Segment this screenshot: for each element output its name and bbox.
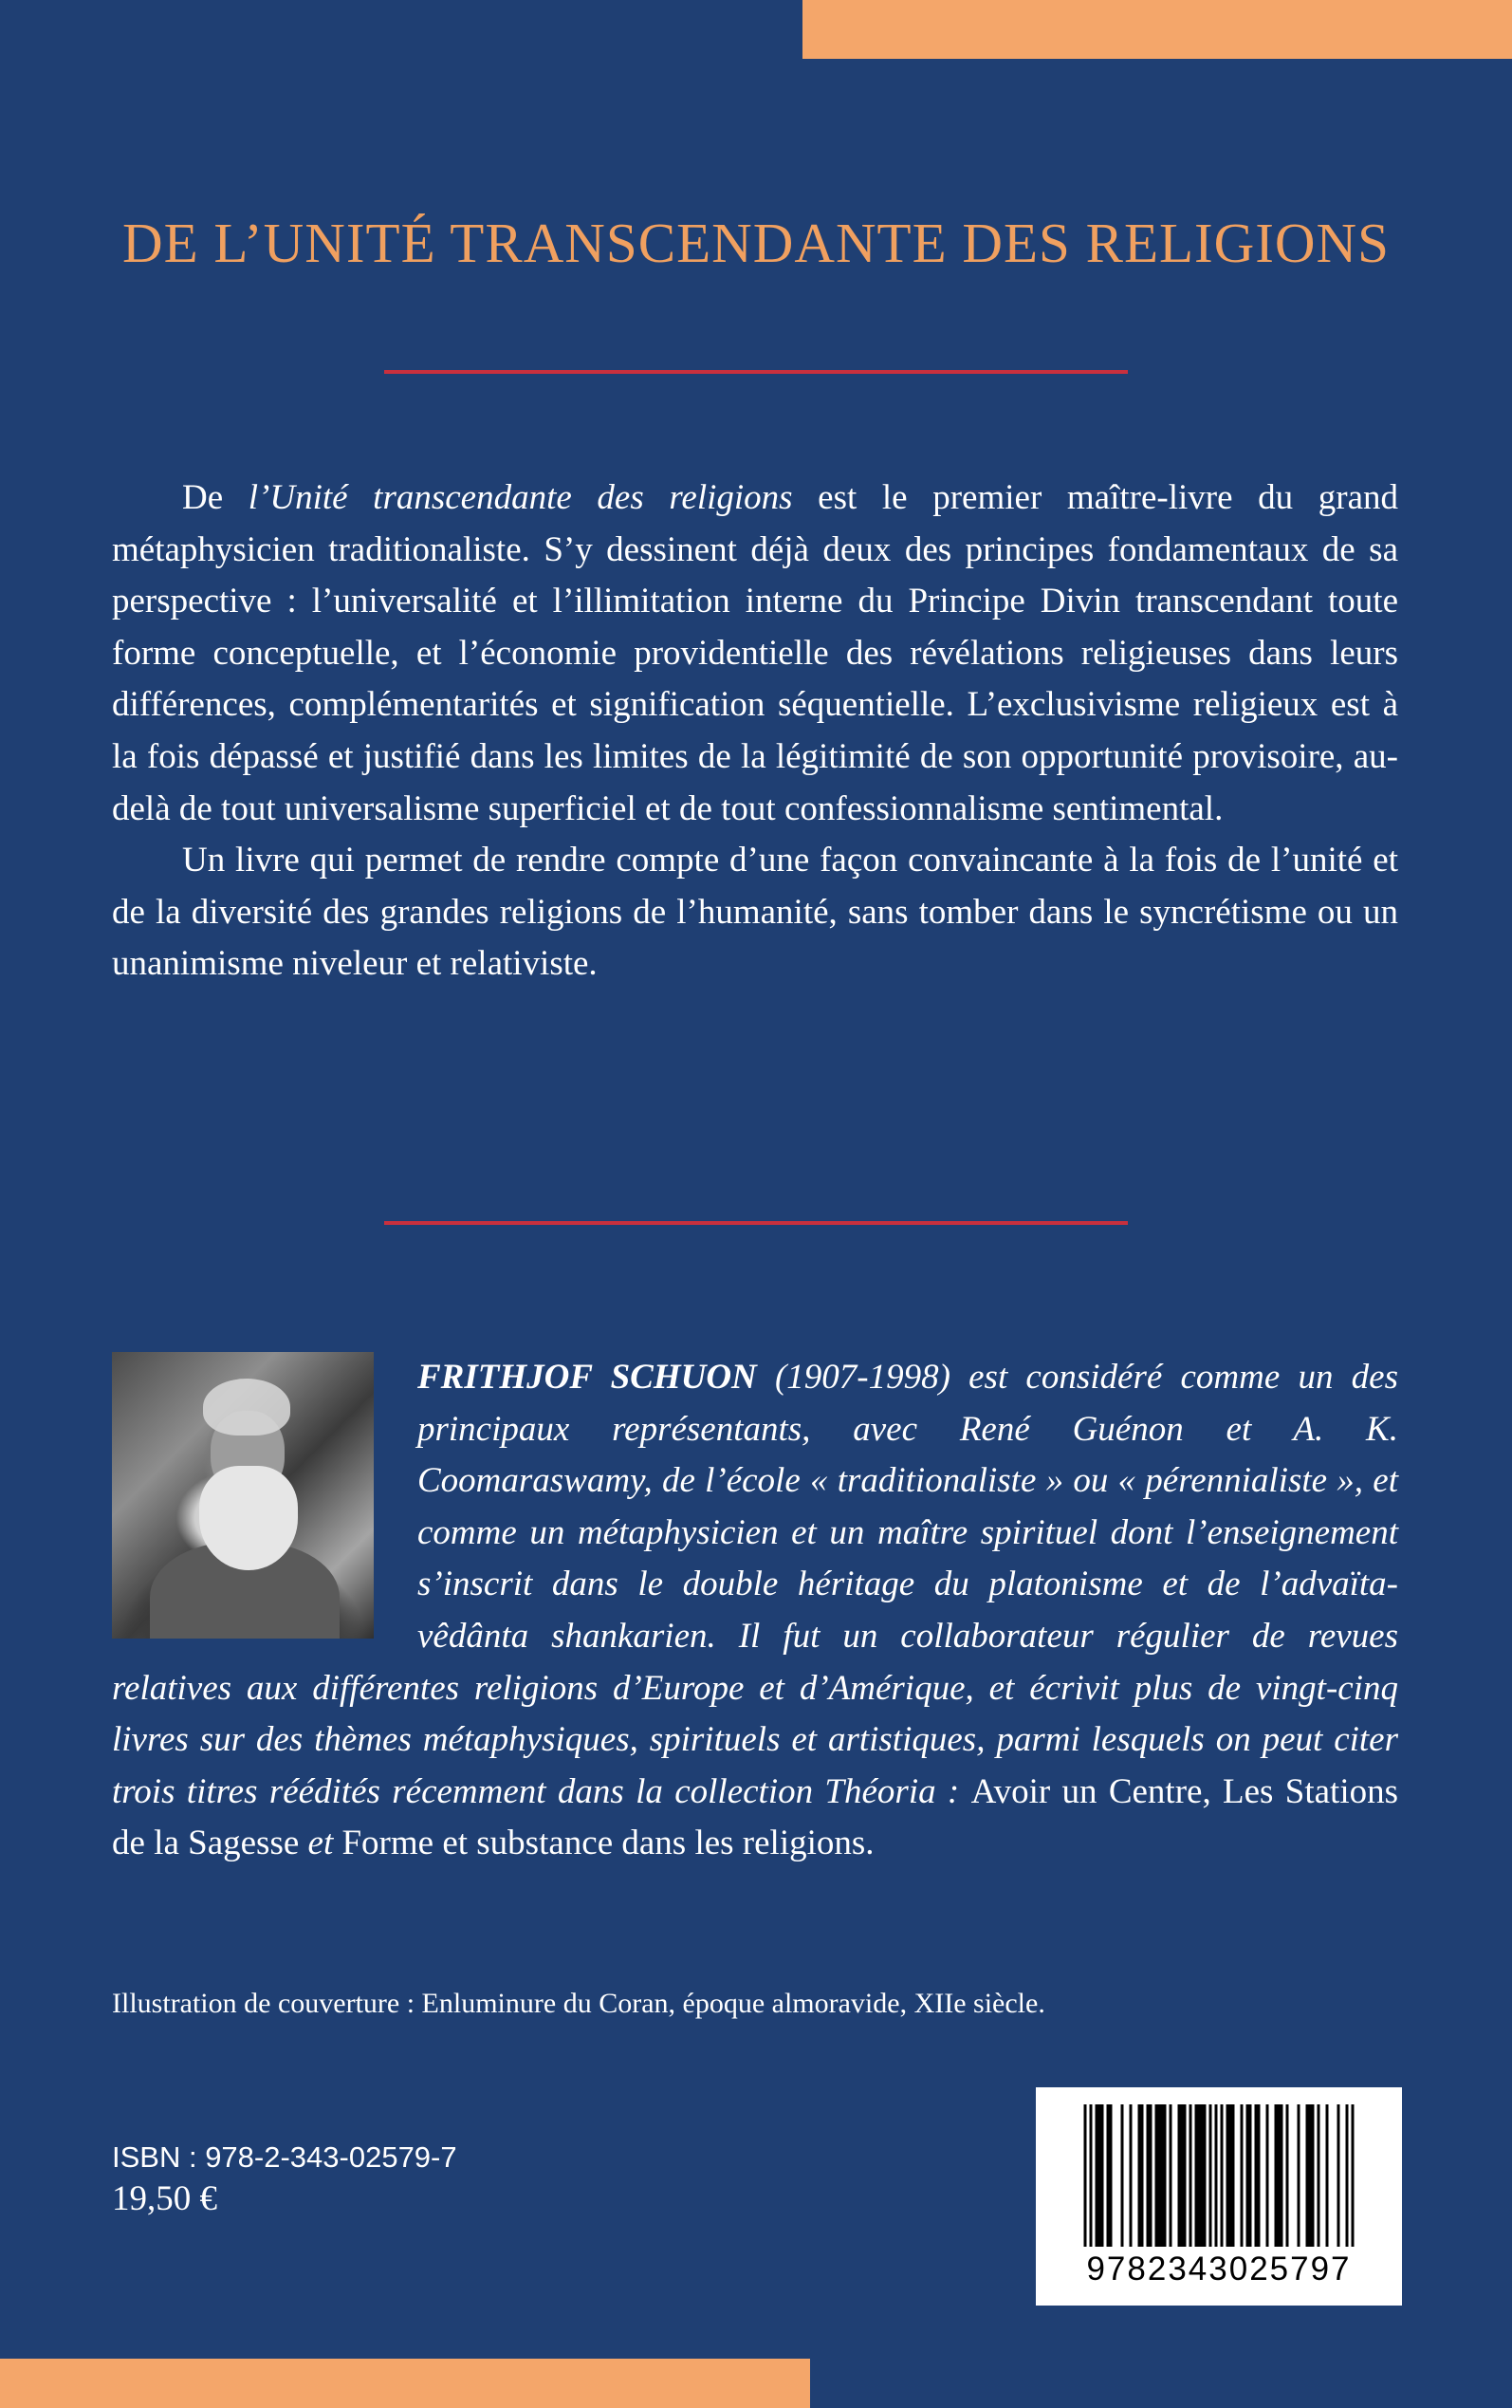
barcode-bar (1298, 2104, 1300, 2247)
barcode-bar (1164, 2104, 1167, 2247)
illustration-credit: Illustration de couverture : Enluminure du Coran, époque almoravide, XIIe siècle. (112, 1988, 1045, 2019)
barcode-bar (1161, 2104, 1164, 2247)
description-paragraph-1: De l’Unité transcendante des religions est le premier maître-livre du grand métaphysicien traditionaliste. S’y dessinent déjà deux des principes fondamentaux de sa perspective : l’universalité et l’illimitation interne du Principe Divin transcendant toute forme conceptuelle, et l’économie providentielle des révélations religieuses dans leurs différences, complémentarités et signification séquentielle. L’exclusivisme religieux est à la fois dépassé et justifié dans les limites de la légitimité de son opportunité provisoire, au-delà de tout universalisme superficiel et de tout confessionnalisme sentimental. (112, 478, 1398, 828)
barcode-bar (1232, 2104, 1235, 2247)
price: 19,50 € (112, 2179, 217, 2218)
barcode-bar (1107, 2104, 1110, 2247)
barcode-bar (1226, 2104, 1229, 2247)
barcode-bar (1201, 2104, 1204, 2247)
barcode-bar (1138, 2104, 1141, 2247)
barcode-bar (1195, 2104, 1198, 2247)
book-title: DE L’UNITÉ TRANSCENDANTE DES RELIGIONS (122, 212, 1390, 274)
barcode-bar (1098, 2104, 1101, 2247)
divider-bottom (384, 1221, 1128, 1225)
book-title-1: Avoir un Centre (970, 1771, 1203, 1811)
author-biography: FRITHJOF SCHUON (1907-1998) est considéré comme un des principaux représentants, avec René Guénon et A. K. Coomaraswamy, de l’école « traditionaliste » ou « pérennialiste », et comme un métaphysicien et un maître spirituel dont l’enseignement s’inscrit dans le double héritage du platonisme et de l’advaïta-vêdânta shankarien. Il fut un collaborateur régulier de revues relatives aux différentes religions d’Europe et d’Amérique, et écrivit plus de vingt-cinq livres sur des thèmes métaphysiques, spirituels et artistiques, parmi lesquels on peut citer trois titres réédités récemment dans la collection Théoria : Avoir un Centre, Les Stations de la Sagesse et Forme et substance dans les religions. (112, 1352, 1398, 1870)
barcode-bar (1306, 2104, 1309, 2247)
barcode-bar (1181, 2104, 1184, 2247)
barcode-bar (1141, 2104, 1144, 2247)
barcode-number: 9782343025797 (1086, 2251, 1352, 2288)
barcode-bar (1084, 2104, 1087, 2247)
barcode-bar (1281, 2104, 1283, 2247)
isbn: ISBN : 978-2-343-02579-7 (112, 2140, 457, 2174)
barcode-bar (1266, 2104, 1269, 2247)
barcode-bar (1090, 2104, 1093, 2247)
barcode-bar (1249, 2104, 1252, 2247)
author-name: FRITHJOF SCHUON (417, 1358, 757, 1397)
description-paragraph-2: Un livre qui permet de rendre compte d’une façon convaincante à la fois de l’unité et de la diversité des grandes religions de l’humanité, sans tomber dans le syncrétisme ou un unanimisme niveleur et relativiste. (112, 841, 1398, 984)
author-portrait (112, 1352, 374, 1639)
barcode-bar (1241, 2104, 1244, 2247)
barcode-bar (1130, 2104, 1133, 2247)
barcode-bar (1096, 2104, 1098, 2247)
barcode-bar (1312, 2104, 1315, 2247)
barcode (1036, 2087, 1402, 2306)
barcode-bar (1198, 2104, 1201, 2247)
barcode-bar (1318, 2104, 1320, 2247)
barcode-bar (1189, 2104, 1192, 2247)
description-italic-title: l’Unité transcendante des religions (248, 478, 793, 517)
barcode-bar (1209, 2104, 1212, 2247)
barcode-bar (1155, 2104, 1158, 2247)
divider-top (384, 370, 1128, 374)
barcode-bar (1229, 2104, 1232, 2247)
barcode-bar (1110, 2104, 1113, 2247)
barcode-bar (1147, 2104, 1150, 2247)
barcode-bar (1101, 2104, 1104, 2247)
barcode-bar (1326, 2104, 1329, 2247)
book-description (112, 472, 1398, 991)
book-title-3: Forme et substance dans les religions (341, 1824, 866, 1863)
bottom-orange-band (0, 2359, 810, 2408)
barcode-bar (1170, 2104, 1172, 2247)
barcode-bar (1246, 2104, 1249, 2247)
barcode-bar (1258, 2104, 1261, 2247)
barcode-bar (1337, 2104, 1340, 2247)
barcode-bar (1204, 2104, 1207, 2247)
barcode-bar (1221, 2104, 1224, 2247)
barcode-bar (1275, 2104, 1278, 2247)
barcode-bar (1352, 2104, 1355, 2247)
author-bio-text: (1907-1998) est considéré comme un des principaux représentants, avec René Guénon et A. K. Coomaraswamy, de l’école « traditionaliste » ou « pérennialiste », et comme un métaphysicien et un maître spirituel dont l’enseignement s’inscrit dans le double héritage du platonisme et de l’advaïta-vêdânta shankarien. Il fut un collaborateur régulier de revues relatives aux différentes religions d’Europe et d’Amérique, et écrivit plus de vingt-cinq livres sur des thèmes métaphysiques, spirituels et artistiques, parmi lesquels on peut citer trois titres réédités récemment dans la collection Théoria : (112, 1358, 1398, 1811)
barcode-bar (1158, 2104, 1161, 2247)
barcode-bar (1255, 2104, 1258, 2247)
barcode-bar (1150, 2104, 1152, 2247)
book-title-2: Les Stations de la Sagesse (112, 1771, 1399, 1863)
barcode-bar (1215, 2104, 1218, 2247)
barcode-bar (1346, 2104, 1349, 2247)
barcode-bar (1286, 2104, 1289, 2247)
barcode-bar (1184, 2104, 1187, 2247)
barcode-bar (1178, 2104, 1181, 2247)
top-orange-band (802, 0, 1512, 59)
barcode-bar (1278, 2104, 1281, 2247)
barcode-bar (1309, 2104, 1312, 2247)
barcode-bar (1121, 2104, 1124, 2247)
